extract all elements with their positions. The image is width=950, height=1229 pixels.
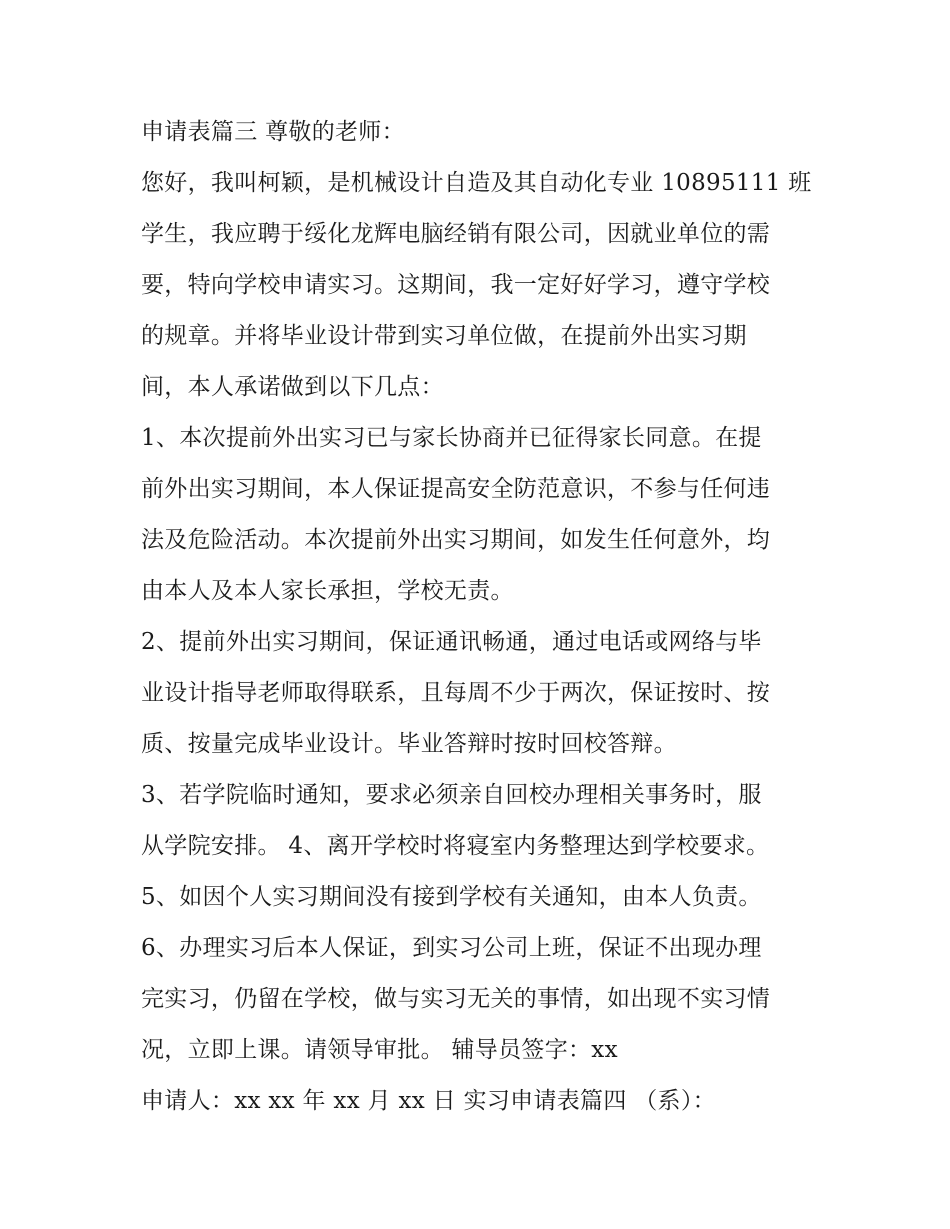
text-line: 5、如因个人实习期间没有接到学校有关通知，由本人负责。 bbox=[141, 884, 762, 910]
text-line: 学生，我应聘于绥化龙辉电脑经销有限公司，因就业单位的需 bbox=[141, 221, 771, 247]
text-line: 况，立即上课。请领导审批。 辅导员签字：xx bbox=[141, 1037, 618, 1063]
text-line: 您好，我叫柯颖，是机械设计自造及其自动化专业 10895111 班 bbox=[141, 170, 812, 196]
document-body bbox=[141, 107, 821, 1127]
text-line: 1、本次提前外出实习已与家长协商并已征得家长同意。在提 bbox=[141, 425, 762, 451]
text-line: 6、办理实习后本人保证，到实习公司上班，保证不出现办理 bbox=[141, 935, 762, 961]
text-line: 的规章。并将毕业设计带到实习单位做，在提前外出实习期 bbox=[141, 323, 747, 349]
text-line: 业设计指导老师取得联系，且每周不少于两次，保证按时、按 bbox=[141, 680, 771, 706]
text-line: 3、若学院临时通知，要求必须亲自回校办理相关事务时，服 bbox=[141, 782, 762, 808]
text-line: 由本人及本人家长承担，学校无责。 bbox=[141, 578, 514, 604]
text-line: 2、提前外出实习期间，保证通讯畅通，通过电话或网络与毕 bbox=[141, 629, 762, 655]
text-line: 质、按量完成毕业设计。毕业答辩时按时回校答辩。 bbox=[141, 731, 677, 757]
text-line: 前外出实习期间，本人保证提高安全防范意识，不参与任何违 bbox=[141, 476, 771, 502]
text-line: 完实习，仍留在学校，做与实习无关的事情，如出现不实习情 bbox=[141, 986, 771, 1012]
text-line: 间，本人承诺做到以下几点： bbox=[141, 374, 444, 400]
text-line: 法及危险活动。本次提前外出实习期间，如发生任何意外，均 bbox=[141, 527, 771, 553]
text-line: 申请人：xx xx 年 xx 月 xx 日 实习申请表篇四 （系）： bbox=[141, 1088, 716, 1114]
text-line: 要，特向学校申请实习。这期间，我一定好好学习，遵守学校 bbox=[141, 272, 771, 298]
text-line: 申请表篇三 尊敬的老师： bbox=[141, 119, 405, 145]
text-line: 从学院安排。 4、离开学校时将寝室内务整理达到学校要求。 bbox=[141, 833, 770, 859]
